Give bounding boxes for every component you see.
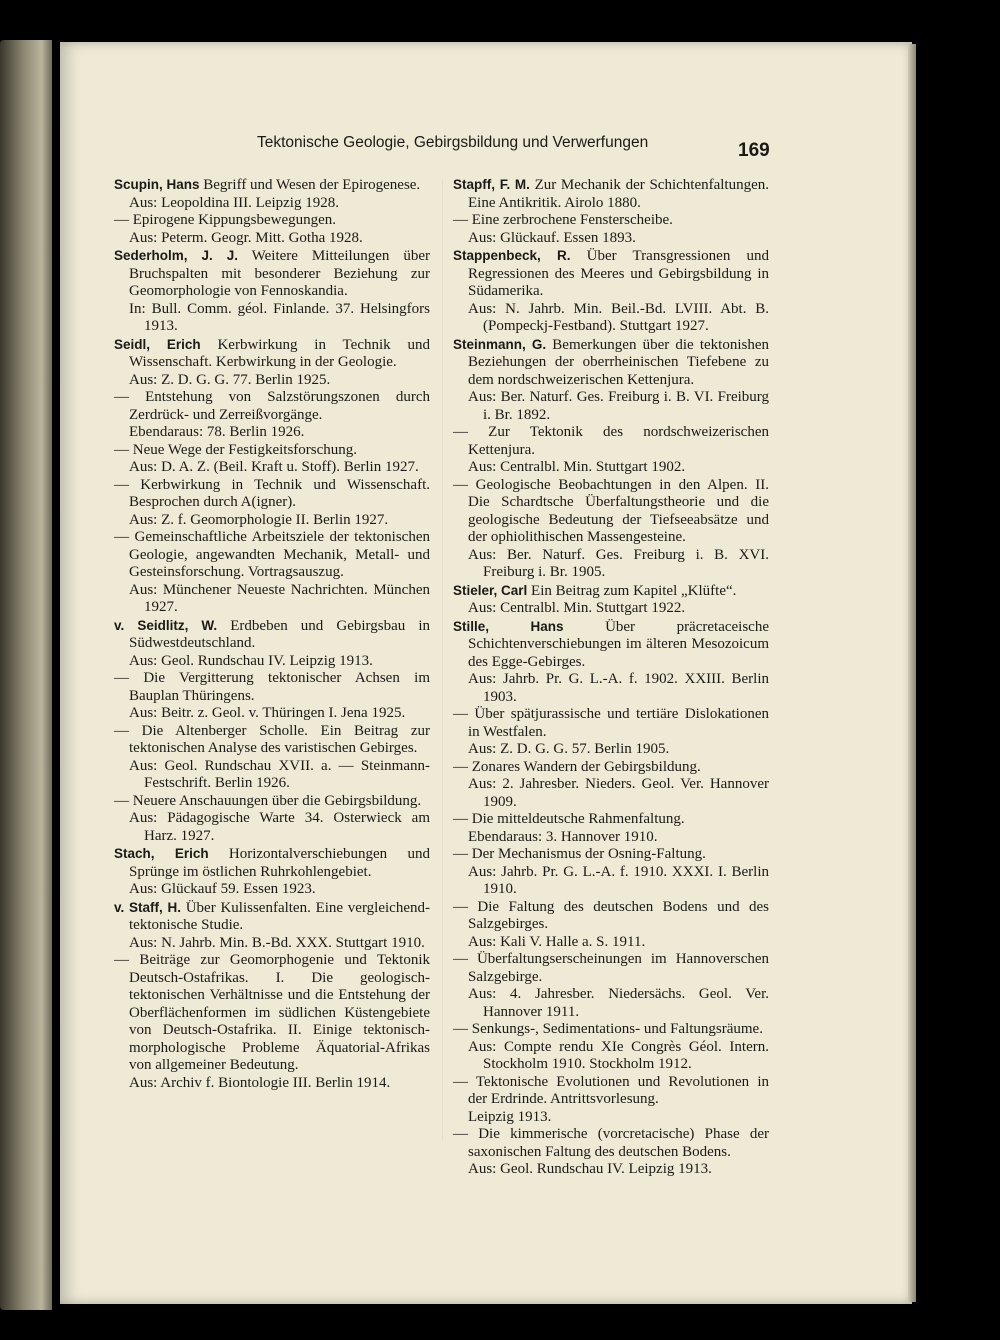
citation-source: Aus: Z. D. G. G. 57. Berlin 1905. (468, 741, 670, 757)
citation-source-line (453, 934, 769, 952)
entry-title: — Die kimmerische (vorcretacische) Phase der saxonischen Faltung des deutschen Bodens. (453, 1126, 769, 1160)
citation-source: Aus: N. Jahrb. Min. B.-Bd. XXX. Stuttgart 1910. (129, 934, 425, 951)
bibliography-subentry (453, 477, 769, 547)
citation-source-line (453, 301, 769, 336)
citation-source: Aus: Beitr. z. Geol. v. Thüringen I. Jena 1925. (129, 705, 406, 721)
entry-title: Über präcretaceische Schichtenverschiebungen im älteren Mesozoicum des Egge-Gebirges. (468, 618, 769, 670)
bibliography-subentry (114, 389, 430, 424)
bibliography-entry (453, 582, 769, 601)
citation-source-line (114, 230, 430, 248)
entry-title: — Die Vergitterung tektonischer Achsen im Bauplan Thüringens. (114, 670, 430, 704)
citation-source: Aus: Compte rendu XIe Congrès Géol. Intern. Stockholm 1910. Stockholm 1912. (468, 1038, 769, 1072)
entry-author: v. Staff, H. (114, 899, 181, 915)
bibliography-column-right (453, 176, 769, 1179)
citation-source-line (114, 424, 430, 442)
bibliography-column-left (114, 176, 430, 1092)
citation-source: Aus: Centralbl. Min. Stuttgart 1902. (468, 459, 686, 475)
citation-source-line (453, 1109, 769, 1127)
entry-author: Scupin, Hans (114, 177, 200, 192)
citation-source: Aus: 4. Jahresber. Niedersächs. Geol. Ver. Hannover 1911. (468, 986, 769, 1020)
citation-source-line (453, 671, 769, 706)
bibliography-entry (114, 247, 430, 301)
citation-source-line (114, 582, 430, 617)
citation-source-line (114, 881, 430, 899)
citation-source-line (114, 758, 430, 793)
entry-title: Begriff und Wesen der Epirogenese. (199, 177, 421, 193)
entry-title: — Über spätjurassische und tertiäre Dislokationen in Westfalen. (453, 706, 769, 740)
citation-source: Aus: Münchener Neueste Nachrichten. München 1927. (129, 581, 430, 615)
citation-source-line (453, 829, 769, 847)
entry-author: v. Seidlitz, W. (114, 617, 218, 633)
citation-source-line (114, 372, 430, 390)
entry-title: Über Kulissenfalten. Eine vergleichend-tektonische Studie. (129, 899, 430, 933)
citation-source: Leipzig 1913. (468, 1108, 552, 1125)
citation-source: Aus: Peterm. Geogr. Mitt. Gotha 1928. (129, 229, 363, 246)
citation-source-line (453, 230, 769, 248)
page-stack-edge (908, 44, 916, 1302)
facing-page-edge (0, 40, 52, 1310)
citation-source: Ebendaraus: 3. Hannover 1910. (468, 828, 658, 845)
entry-title: — Neuere Anschauungen über die Gebirgsbildung. (114, 792, 422, 809)
entry-title: Kerbwirkung in Technik und Wissenschaft. Kerbwirkung in der Geologie. (129, 336, 430, 370)
entry-title: — Überfaltungserscheinungen im Hannoverschen Salzgebirge. (453, 951, 769, 985)
citation-source-line (114, 653, 430, 671)
bibliography-subentry (453, 706, 769, 741)
citation-source-line (114, 1075, 430, 1093)
citation-source: Aus: Geol. Rundschau IV. Leipzig 1913. (129, 652, 373, 669)
citation-source: Aus: Leopoldina III. Leipzig 1928. (129, 194, 339, 211)
entry-title: Zur Mechanik der Schichtenfaltungen. Eine Antikritik. Airolo 1880. (468, 177, 769, 211)
bibliography-entry (114, 899, 430, 935)
citation-source-line (453, 741, 769, 759)
citation-source: Ebendaraus: 78. Berlin 1926. (129, 424, 305, 440)
entry-title: — Entstehung von Salzstörungszonen durch Zerdrück- und Zerreißvorgänge. (114, 389, 430, 423)
citation-source: Aus: Jahrb. Pr. G. L.-A. f. 1910. XXXI. I. Berlin 1910. (468, 863, 769, 897)
bibliography-subentry (114, 793, 430, 811)
bibliography-entry (453, 247, 769, 301)
citation-source: Aus: Z. D. G. G. 77. Berlin 1925. (129, 371, 331, 388)
citation-source-line (114, 195, 430, 213)
citation-source-line (114, 512, 430, 530)
entry-title: Weitere Mitteilungen über Bruchspalten mit besonderer Beziehung zur Geomorphologie von Fennoskandia. (129, 248, 430, 299)
entry-title: — Geologische Beobachtungen in den Alpen. II. Die Schardtsche Überfaltungstheorie und die geologische Bedeutung der Tiefseeabsätze und der ophiolithischen Massengesteine. (453, 476, 769, 545)
citation-source: Aus: Z. f. Geomorphologie II. Berlin 1927. (129, 511, 389, 528)
bibliography-subentry (453, 951, 769, 986)
bibliography-subentry (453, 759, 769, 777)
page-number: 169 (738, 140, 770, 161)
running-title: Tektonische Geologie, Gebirgsbildung und Verwerfungen (257, 134, 649, 151)
entry-title: — Gemeinschaftliche Arbeitsziele der tektonischen Geologie, angewandten Mechanik, Metall- und Gesteinsforschung. Vortragsauszug. (114, 529, 430, 580)
bibliography-entry (114, 845, 430, 881)
citation-source-line (114, 459, 430, 477)
citation-source-line (453, 986, 769, 1021)
bibliography-subentry (453, 899, 769, 934)
entry-title: Ein Beitrag zum Kapitel „Klüfte“. (527, 582, 737, 599)
bibliography-subentry (114, 723, 430, 758)
entry-title: — Eine zerbrochene Fensterscheibe. (453, 212, 673, 228)
bibliography-subentry (453, 1021, 769, 1039)
entry-title: — Senkungs-, Sedimentations- und Faltungsräume. (453, 1021, 763, 1037)
citation-source: Aus: Centralbl. Min. Stuttgart 1922. (468, 600, 686, 616)
entry-author: Stach, Erich (114, 846, 209, 861)
citation-source: Aus: Glückauf. Essen 1893. (468, 229, 636, 246)
entry-author: Sederholm, J. J. (114, 248, 238, 263)
bibliography-subentry (114, 442, 430, 460)
entry-author: Seidl, Erich (114, 336, 201, 352)
bibliography-entry (453, 618, 769, 672)
bibliography-subentry (453, 1126, 769, 1161)
bibliography-subentry (453, 811, 769, 829)
citation-source-line (453, 459, 769, 477)
citation-source: Aus: 2. Jahresber. Nieders. Geol. Ver. Hannover 1909. (468, 776, 769, 810)
citation-source: Aus: Jahrb. Pr. G. L.-A. f. 1902. XXIII. Berlin 1903. (468, 671, 769, 705)
bibliography-subentry (453, 212, 769, 230)
citation-source: Aus: D. A. Z. (Beil. Kraft u. Stoff). Berlin 1927. (129, 459, 419, 475)
citation-source: Aus: N. Jahrb. Min. Beil.-Bd. LVIII. Abt. B. (Pompeckj-Festband). Stuttgart 1927. (468, 300, 769, 334)
entry-title: Erdbeben und Gebirgsbau in Südwestdeutschland. (129, 617, 430, 651)
column-gutter (442, 180, 443, 1140)
entry-author: Stieler, Carl (453, 582, 528, 598)
bibliography-subentry (114, 529, 430, 582)
bibliography-entry (453, 176, 769, 212)
entry-title: — Neue Wege der Festigkeitsforschung. (114, 441, 358, 458)
bibliography-subentry (453, 846, 769, 864)
entry-title: Bemerkungen über die tektonishen Beziehungen der oberrheinischen Tiefebene zu dem nordschweizerischen Kettenjura. (468, 336, 769, 388)
entry-title: — Der Mechanismus der Osning-Faltung. (453, 846, 706, 862)
citation-source: Aus: Glückauf 59. Essen 1923. (129, 881, 316, 897)
entry-title: Horizontalverschiebungen und Sprünge im östlichen Ruhrkohlengebiet. (129, 846, 430, 880)
entry-title: Über Transgressionen und Regressionen des Meeres und Gebirgsbildung in Südamerika. (468, 248, 770, 299)
bibliography-subentry (453, 424, 769, 459)
entry-title: — Epirogene Kippungsbewegungen. (114, 212, 337, 228)
citation-source: Aus: Ber. Naturf. Ges. Freiburg i. B. VI. Freiburg i. Br. 1892. (468, 389, 769, 423)
citation-source-line (453, 600, 769, 618)
bibliography-subentry (114, 952, 430, 1075)
bibliography-entry (114, 617, 430, 653)
bibliography-subentry (114, 477, 430, 512)
citation-source-line (114, 935, 430, 953)
citation-source: Aus: Geol. Rundschau XVII. a. — Steinmann-Festschrift. Berlin 1926. (129, 757, 430, 791)
citation-source-line (453, 389, 769, 424)
bibliography-subentry (114, 212, 430, 230)
citation-source: Aus: Ber. Naturf. Ges. Freiburg i. B. XVI. Freiburg i. Br. 1905. (468, 546, 769, 580)
citation-source-line (453, 1161, 769, 1179)
citation-source-line (453, 776, 769, 811)
bibliography-entry (114, 176, 430, 195)
entry-title: — Tektonische Evolutionen und Revolutionen in der Erdrinde. Antrittsvorlesung. (453, 1073, 769, 1107)
entry-title: — Beiträge zur Geomorphogenie und Tektonik Deutsch-Ostafrikas. I. Die geologisch-tektonischen Verhältnisse und die Entstehung der Oberflächenformen im südlichen Küstengebiete von Deutsch-Ostafrika. II. Einige tektonisch-morphologische Probleme Äquatorial-Afrikas von allgemeiner Bedeutung. (114, 952, 430, 1073)
citation-source: Aus: Kali V. Halle a. S. 1911. (468, 933, 646, 950)
entry-title: — Zonares Wandern der Gebirgsbildung. (453, 758, 701, 775)
citation-source: Aus: Archiv f. Biontologie III. Berlin 1914. (129, 1074, 391, 1091)
entry-title: — Kerbwirkung in Technik und Wissenschaft. Besprochen durch A(igner). (114, 476, 430, 510)
citation-source-line (114, 810, 430, 845)
entry-title: — Zur Tektonik des nordschweizerischen Kettenjura. (453, 424, 769, 458)
entry-title: — Die Faltung des deutschen Bodens und des Salzgebirges. (453, 898, 769, 932)
entry-author: Stapff, F. M. (453, 177, 530, 192)
bibliography-entry (114, 336, 430, 372)
entry-author: Stille, Hans (453, 618, 564, 634)
citation-source-line (114, 705, 430, 723)
entry-author: Steinmann, G. (453, 336, 547, 352)
citation-source: Aus: Geol. Rundschau IV. Leipzig 1913. (468, 1161, 712, 1177)
bibliography-subentry (114, 670, 430, 705)
citation-source-line (453, 1039, 769, 1074)
citation-source: Aus: Pädagogische Warte 34. Osterwieck am Harz. 1927. (129, 810, 430, 844)
citation-source-line (114, 301, 430, 336)
citation-source: In: Bull. Comm. géol. Finlande. 37. Helsingfors 1913. (129, 300, 430, 334)
citation-source-line (453, 547, 769, 582)
entry-title: — Die Altenberger Scholle. Ein Beitrag zur tektonischen Analyse des varistischen Gebirges. (114, 722, 430, 756)
entry-title: — Die mitteldeutsche Rahmenfaltung. (453, 811, 685, 827)
bibliography-subentry (453, 1074, 769, 1109)
entry-author: Stappenbeck, R. (453, 248, 571, 263)
bibliography-entry (453, 336, 769, 390)
citation-source-line (453, 864, 769, 899)
